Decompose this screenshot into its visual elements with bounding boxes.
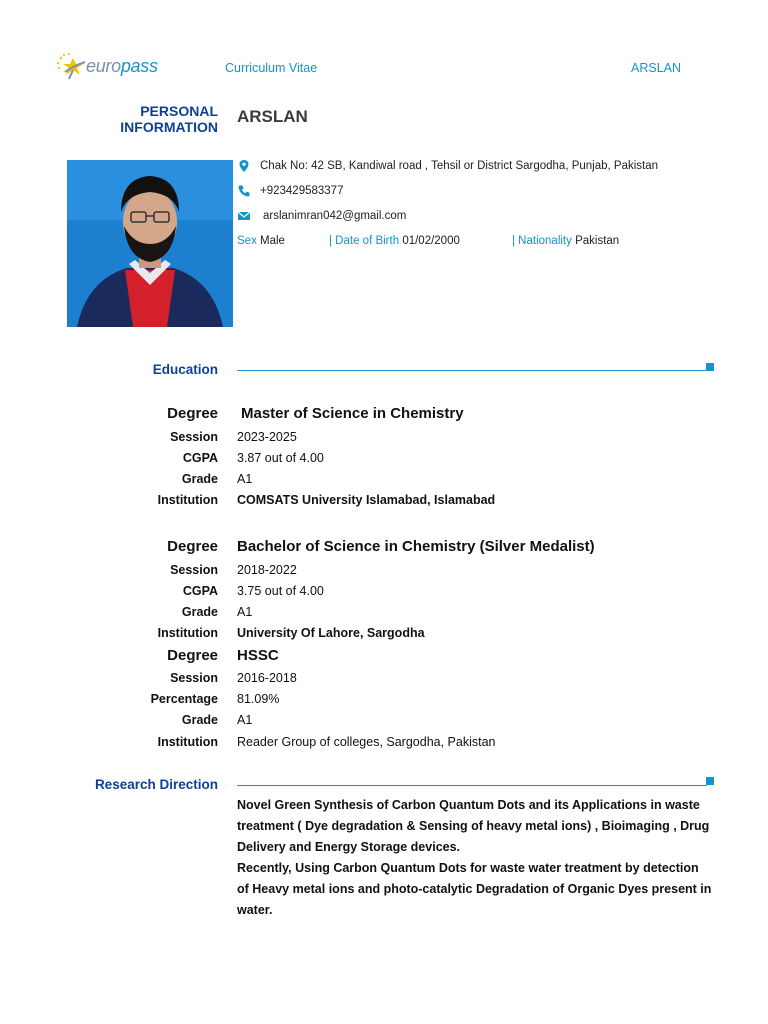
- institution-label: Institution: [157, 493, 218, 507]
- research-heading: Research Direction: [94, 777, 218, 792]
- degree-label: Degree: [167, 405, 218, 422]
- institution-label: Institution: [157, 626, 218, 640]
- cgpa-value: 3.87 out of 4.00: [237, 451, 324, 465]
- session-value: 2018-2022: [237, 563, 297, 577]
- education-divider: [237, 370, 707, 371]
- personal-information-heading: [120, 103, 218, 135]
- degree-label: Degree: [167, 647, 218, 664]
- phone-row: [237, 184, 343, 198]
- session-label: Session: [170, 563, 218, 577]
- cgpa-label: CGPA: [182, 451, 218, 465]
- sex-value: Male: [260, 235, 285, 247]
- dob-value: 01/02/2000: [402, 235, 460, 247]
- sex-label: Sex: [237, 235, 257, 247]
- header-name: ARSLAN: [631, 61, 682, 75]
- grade-value: A1: [237, 472, 253, 486]
- grade-value: A1: [237, 605, 253, 619]
- nationality-value: Pakistan: [575, 235, 620, 247]
- institution-value: University Of Lahore, Sargodha: [237, 626, 425, 640]
- phone-icon: [237, 184, 251, 198]
- grade-value: A1: [237, 713, 253, 727]
- degree-value: Master of Science in Chemistry: [241, 405, 464, 422]
- document-type-label: Curriculum Vitae: [225, 61, 318, 75]
- education-divider-marker: [706, 363, 714, 371]
- research-divider-marker: [706, 777, 714, 785]
- session-value: 2016-2018: [237, 671, 297, 685]
- grade-label: Grade: [181, 713, 218, 727]
- institution-value: Reader Group of colleges, Sargodha, Pakistan: [237, 735, 496, 749]
- research-paragraph: Recently, Using Carbon Quantum Dots for waste water treatment by detection of Heavy metal ions and photo-catalytic Degradation of Organic Dyes present in water.: [237, 861, 712, 917]
- nationality-field: [512, 235, 619, 247]
- profile-photo: [67, 160, 233, 327]
- research-divider: [237, 785, 707, 786]
- session-value: 2023-2025: [237, 430, 297, 444]
- degree-value: Bachelor of Science in Chemistry (Silver Medalist): [237, 538, 595, 555]
- degree-label: Degree: [167, 538, 218, 555]
- degree-value: HSSC: [237, 647, 279, 664]
- sex-field: [237, 235, 285, 247]
- europass-wordmark: europass: [86, 56, 158, 76]
- grade-label: Grade: [181, 472, 218, 486]
- education-heading: Education: [152, 362, 218, 377]
- session-label: Session: [170, 430, 218, 444]
- envelope-icon: [237, 209, 251, 223]
- location-pin-icon: [237, 159, 251, 173]
- dob-field: [329, 235, 460, 247]
- session-label: Session: [170, 671, 218, 685]
- email-row: [237, 209, 406, 223]
- percentage-value: 81.09%: [237, 692, 280, 706]
- address-row: [237, 159, 658, 173]
- nationality-label: | Nationality: [512, 235, 572, 247]
- research-description: [237, 795, 712, 921]
- personal-heading-line2: INFORMATION: [120, 119, 218, 135]
- percentage-label: Percentage: [150, 692, 218, 706]
- address-text: Chak No: 42 SB, Kandiwal road , Tehsil or District Sargodha, Punjab, Pakistan: [260, 160, 659, 172]
- institution-label: Institution: [157, 735, 218, 749]
- email-text: arslanimran042@gmail.com: [263, 210, 407, 222]
- personal-heading-line1: PERSONAL: [140, 103, 218, 119]
- phone-text: +923429583377: [260, 185, 344, 197]
- institution-value: COMSATS University Islamabad, Islamabad: [237, 493, 496, 507]
- cgpa-value: 3.75 out of 4.00: [237, 584, 324, 598]
- cgpa-label: CGPA: [182, 584, 218, 598]
- dob-label: | Date of Birth: [329, 235, 400, 247]
- research-paragraph: Novel Green Synthesis of Carbon Quantum Dots and its Applications in waste treatment ( Dye degradation & Sensing of heavy metal ions) , Bioimaging , Drug Delivery and Energy Storage devices.: [237, 798, 710, 854]
- grade-label: Grade: [181, 605, 218, 619]
- full-name: ARSLAN: [237, 107, 308, 126]
